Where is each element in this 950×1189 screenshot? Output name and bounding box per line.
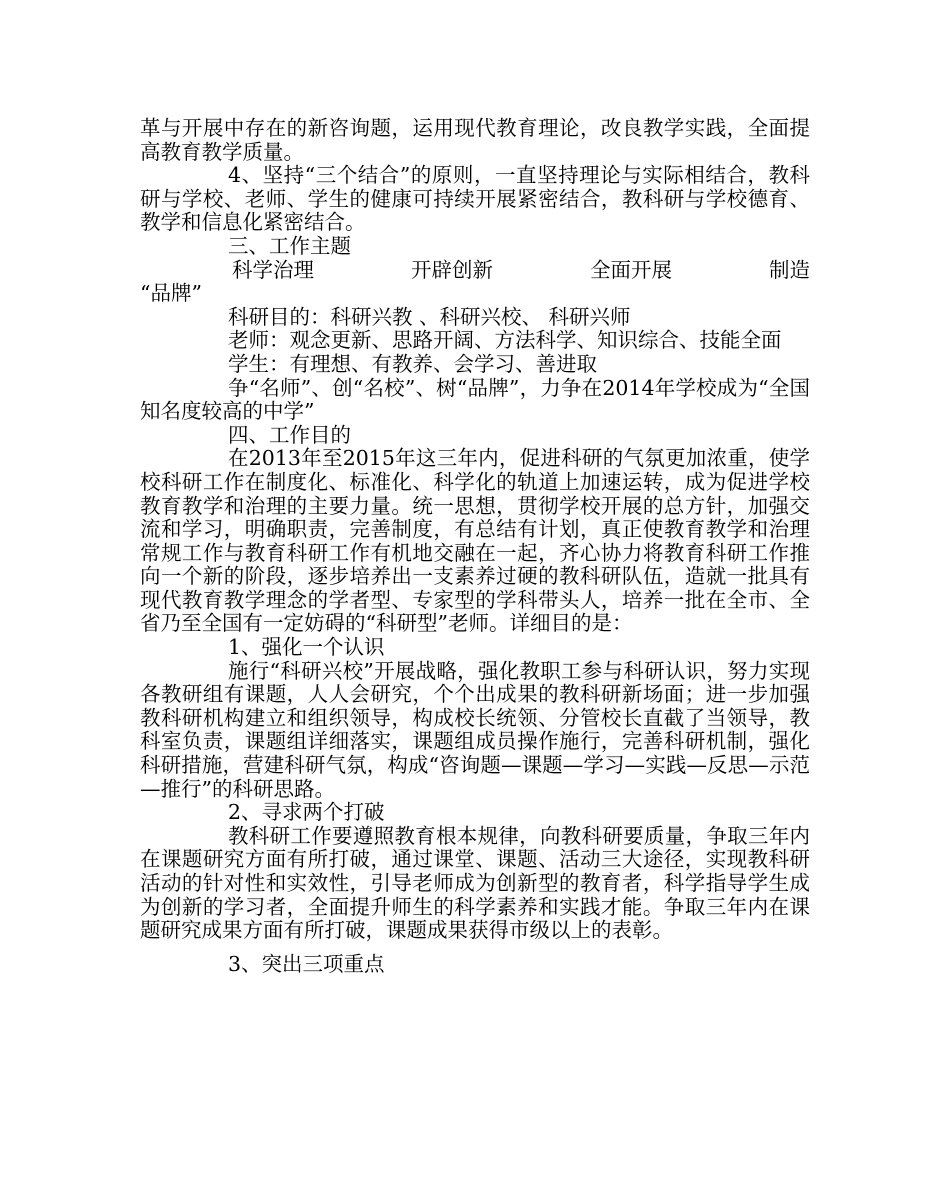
paragraph-student: 学生：有理想、有教养、会学习、善进取 [228,351,597,376]
paragraph-item-1-body: 施行“科研兴校”开展战略，强化教职工参与科研认识，努力实现各教研组有课题，人人会研究，个个出成果的教科研新场面；进一步加强教科研机构建立和组织领导，构成校长统领、分管校长直截了当领导，教科室负责，课题组详细落实，课题组成员操作施行，完善科研机制，强化科研措施，营建科研气氛，构成“咨询题—课题—学习—实践—反思—示范—推行”的科研思路。 [140,658,810,801]
theme-item-4: 制造 [769,257,810,282]
theme-item-2: 开辟创新 [411,257,493,282]
heading-item-3: 3、突出三项重点 [228,951,385,976]
paragraph-teacher: 老师：观念更新、思路开阔、方法科学、知识综合、技能全面 [228,328,782,353]
heading-item-1: 1、强化一个认识 [228,635,385,660]
heading-section-4: 四、工作目的 [228,422,351,447]
paragraph-research-goal: 科研目的：科研兴教 、科研兴校、 科研兴师 [228,304,631,329]
theme-item-3: 全面开展 [590,257,672,282]
paragraph-item-2-body: 教科研工作要遵照教育根本规律，向教科研要质量，争取三年内在课题研究方面有所打破，通过课堂、课题、活动三大途径，实现教科研活动的针对性和实效性，引导老师成为创新型的教育者，科学指导学生成为创新的学习者，全面提升师生的科学素养和实践才能。争取三年内在课题研究成果方面有所打破，课题成果获得市级以上的表彰。 [140,823,810,943]
paragraph-intro: 革与开展中存在的新咨询题，运用现代教育理论，改良教学实践，全面提高教育教学质量。 [140,116,810,164]
heading-item-2: 2、寻求两个打破 [228,800,385,825]
paragraph-goal-body: 在2013年至2015年这三年内，促进科研的气氛更加浓重，使学校科研工作在制度化、标准化、科学化的轨道上加速运转，成为促进学校教育教学和治理的主要力量。统一思想，贯彻学校开展的总方针，加强交流和学习，明确职责，完善制度，有总结有计划，真正使教育教学和治理常规工作与教育科研工作有机地交融在一起，齐心协力将教育科研工作推向一个新的阶段，逐步培养出一支素养过硬的教科研队伍，造就一批具有现代教育教学理念的学者型、专家型的学科带头人，培养一批在全市、全省乃至全国有一定妨碍的“科研型”老师。详细目的是： [140,446,810,636]
theme-continuation: “品牌” [140,281,202,306]
theme-line [140,259,810,283]
heading-section-3: 三、工作主题 [228,233,351,258]
document-page [140,117,810,976]
paragraph-strive: 争“名师”、创“名校”、树“品牌”，力争在2014年学校成为“全国知名度较高的中学” [140,375,810,424]
theme-item-1: 科学治理 [232,257,314,282]
paragraph-point-4: 4、坚持“三个结合”的原则，一直坚持理论与实际相结合，教科研与学校、老师、学生的健康可持续开展紧密结合，教科研与学校德育、教学和信息化紧密结合。 [140,163,810,235]
